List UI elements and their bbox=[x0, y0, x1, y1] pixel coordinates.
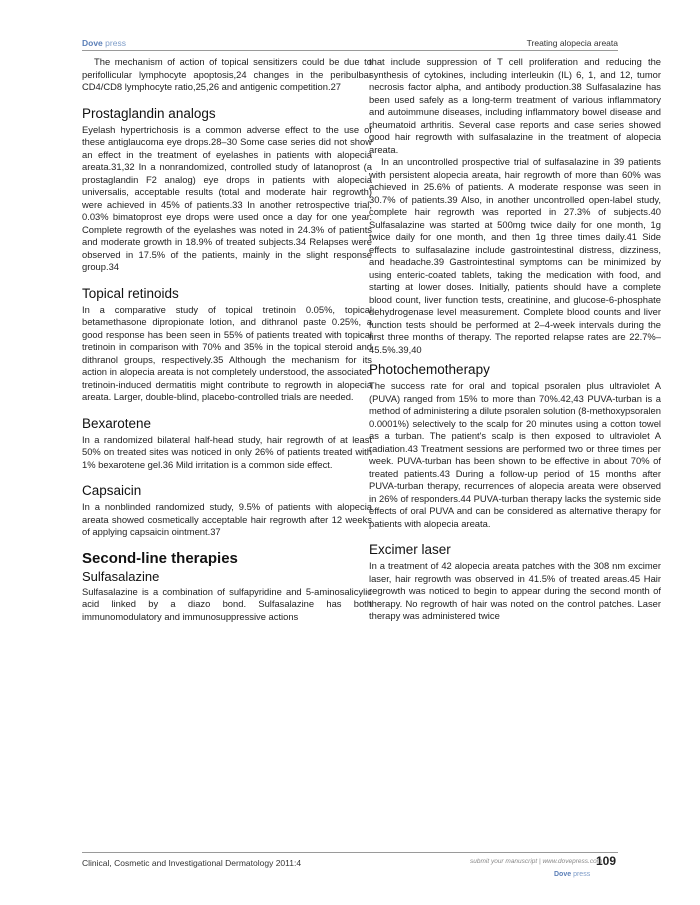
intro-paragraph: The mechanism of action of topical sensitizers could be due to perifollicular lymphocyte apoptosis,24 changes in the peribulbar CD4/CD8 lymphocyte ratio,25,26 and antigenic competition.27 bbox=[82, 56, 372, 92]
brand-name: Dove bbox=[82, 38, 103, 48]
running-title: Treating alopecia areata bbox=[526, 38, 618, 48]
heading-bexarotene: Bexarotene bbox=[82, 415, 152, 431]
heading-second-line: Second-line therapies bbox=[82, 549, 238, 567]
heading-retinoids: Topical retinoids bbox=[82, 285, 179, 301]
right-column bbox=[369, 56, 661, 623]
sulfasalazine-continued: that include suppression of T cell proliferation and reducing the synthesis of cytokines, including interleukin (IL) 6, 1, and 12, tumor necrosis factor alpha, and antibody production.38 Sulfasalazine has been used safely as a long-term treatment of various inflammatory and autoimmune diseases, including inflammatory bowel disease and rheumatoid arthritis. Several case reports and case series showed good hair regrowth with sulfasalazine in the treatment of alopecia areata. bbox=[369, 56, 661, 155]
page-number: 109 bbox=[596, 854, 617, 868]
photochemotherapy-paragraph: The success rate for oral and topical psoralen plus ultraviolet A (PUVA) ranged from 15% to more than 70%.42,43 PUVA-turban is a method of administering a dilute psoralen solution (8-methoxypsoralen 0.0001%) selectively to the scalp for 20 minutes using a cotton towel as a turban. The patient's scalp is then exposed to ultraviolet A radiation.43 Treatment sessions are performed two or three times per week. PUVA-turban has been shown to be effective in about 70% of treated patients.43 During a follow-up period of 15 months after PUVA-turban therapy, recurrences of alopecia areata were observed in 26% of responders.44 PUVA-turban therapy lacks the systemic side effects of oral PUVA and can be considered as alternative therapy for patients with alopecia areata. bbox=[369, 380, 661, 529]
submit-manuscript-link[interactable]: submit your manuscript | www.dovepress.com bbox=[470, 858, 603, 865]
excimer-paragraph: In a treatment of 42 alopecia areata patches with the 308 nm excimer laser, hair regrowth was observed in 41.5% of treated areas.45 Hair regrowth was noticed to begin to appear during the second month of therapy. No regrowth of hair was noted on the control patches. Laser therapy was administered twice bbox=[369, 560, 661, 621]
footer-divider bbox=[82, 852, 618, 853]
left-column bbox=[82, 56, 372, 623]
header-divider bbox=[82, 50, 618, 51]
brand-suffix: press bbox=[105, 38, 126, 48]
heading-capsaicin: Capsaicin bbox=[82, 483, 142, 498]
footer-publisher-logo[interactable] bbox=[554, 871, 590, 878]
heading-photochemotherapy: Photochemotherapy bbox=[369, 362, 490, 377]
publisher-logo[interactable] bbox=[82, 38, 126, 48]
sulfasalazine-paragraph-2: In an uncontrolled prospective trial of sulfasalazine in 39 patients with persistent alopecia areata, hair regrowth of more than 60% was achieved in 25.6% of patients. A moderate response was seen in 30.7% of patients.39 Also, in another uncontrolled open-label study, complete hair regrowth was reported in 27.3% of subjects.40 Sulfasalazine was started at 500mg twice daily for one month, 1g twice daily for one month, and then 1g three times daily.41 Side effects to sulfasalazine include gastrointestinal distress, dizziness, and headache.39 Gastrointestinal symptoms can be minimized by using enteric-coated tablets, taking the medication with food, and starting at lower doses. Initially, patients should have a complete blood count, liver function tests, creatinine, and glucose-6-phosphate dehydrogenase level measurement. Complete blood counts and liver function tests should be performed at 2–4-week intervals during the first three months of therapy. The reported relapse rates are 22.7%–45.5%.39,40 bbox=[369, 156, 661, 355]
heading-prostaglandin: Prostaglandin analogs bbox=[82, 105, 216, 121]
capsaicin-paragraph: In a nonblinded randomized study, 9.5% of patients with alopecia areata showed cosmetically acceptable hair regrowth after 12 weeks of applying capsaicin ointment.37 bbox=[82, 501, 372, 537]
footer-brand-suffix: press bbox=[573, 871, 591, 878]
footer-brand-name: Dove bbox=[554, 871, 572, 878]
prostaglandin-paragraph: Eyelash hypertrichosis is a common adverse effect to the use of these antiglaucoma eye drops.28–30 Some case series did not show an effect in the treatment of eyelashes in patients with alopecia areata.31,32 In a nonrandomized, controlled study of latanoprost (a prostaglandin F2 analog) eye drops in patients with alopecia universalis, acceptable results (total and moderate hair regrowth) were achieved in 45% of patients.33 In another retrospective trial, 0.03% bimatoprost eye drops were used once a day for one year. Complete regrowth of the eyelashes was noted in 24.3% of patients and moderate growth in 18.9% of treated subjects.34 Relapses were observed in 17.5% of the patients, mainly in the slight response group.34 bbox=[82, 123, 372, 272]
retinoids-paragraph: In a comparative study of topical tretinoin 0.05%, topical betamethasone dipropionate lotion, and dithranol paste 0.25%, a good response has been seen in 55% of patients treated with topical tretinoin in comparison with 70% and 35% in the topical steroid and dithranol groups, respectively.35 Although the mechanism for its action in alopecia areata is not completely understood, the associated tretinoin-induced dermatitis might contribute to regrowth in alopecia areata. Larger, double-blind, placebo-controlled trials are needed. bbox=[82, 303, 372, 402]
heading-sulfasalazine: Sulfasalazine bbox=[82, 568, 160, 584]
heading-excimer: Excimer laser bbox=[369, 542, 451, 557]
sulfasalazine-paragraph: Sulfasalazine is a combination of sulfapyridine and 5-aminosalicylic acid linked by a diazo bond. Sulfasalazine has both immunomodulatory and immunosuppressive actions bbox=[82, 585, 372, 622]
journal-citation: Clinical, Cosmetic and Investigational Dermatology 2011:4 bbox=[82, 858, 302, 868]
bexarotene-paragraph: In a randomized bilateral half-head study, hair regrowth of at least 50% on treated sites was noticed in only 26% of patients treated with 1% bexarotene gel.36 Mild irritation is a common side effect. bbox=[82, 433, 372, 470]
page-header bbox=[82, 36, 618, 50]
